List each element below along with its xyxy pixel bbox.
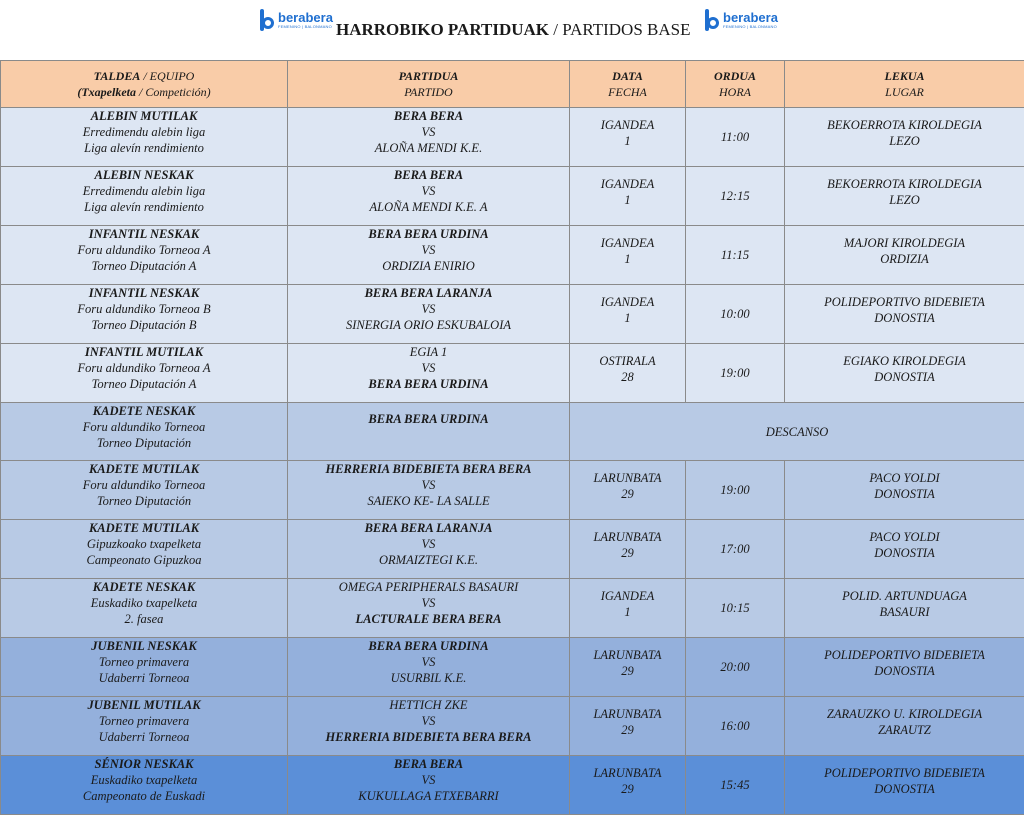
match-cell: BERA BERA URDINA VS USURBIL K.E. [288,638,570,697]
page-header [0,0,1024,60]
team-cell: SÉNIOR NESKAK Euskadiko txapelketa Campeonato de Euskadi [1,756,288,815]
column-header-place: LEKUA LUGAR [785,61,1024,108]
match-cell: BERA BERA LARANJA VS SINERGIA ORIO ESKUBALOIA [288,285,570,344]
date-cell: LARUNBATA 29 [570,756,686,815]
matches-table [0,60,1024,815]
place-cell: EGIAKO KIROLDEGIA DONOSTIA [785,344,1024,403]
time-cell: 10:15 [686,579,785,638]
team-cell: INFANTIL NESKAK Foru aldundiko Torneoa B Torneo Diputación B [1,285,288,344]
match-cell: BERA BERA URDINA VS ORDIZIA ENIRIO [288,226,570,285]
table-row [1,167,1024,226]
column-header-team: TALDEA / EQUIPO (Txapelketa / Competición) [1,61,288,108]
match-cell: HERRERIA BIDEBIETA BERA BERA VS SAIEKO KE- LA SALLE [288,461,570,520]
place-cell: BEKOERROTA KIROLDEGIA LEZO [785,167,1024,226]
match-cell: OMEGA PERIPHERALS BASAURI VS LACTURALE BERA BERA [288,579,570,638]
date-cell: LARUNBATA 29 [570,697,686,756]
team-cell: KADETE MUTILAK Foru aldundiko Torneoa Torneo Diputación [1,461,288,520]
time-cell: 10:00 [686,285,785,344]
table-header-row [1,61,1024,108]
place-cell: MAJORI KIROLDEGIA ORDIZIA [785,226,1024,285]
page-title [336,20,691,40]
match-cell: BERA BERA URDINA [288,403,570,461]
time-cell: 19:00 [686,461,785,520]
table-row [1,285,1024,344]
date-cell: OSTIRALA 28 [570,344,686,403]
match-cell: BERA BERA VS KUKULLAGA ETXEBARRI [288,756,570,815]
column-header-date: DATA FECHA [570,61,686,108]
match-cell: EGIA 1 VS BERA BERA URDINA [288,344,570,403]
logo-sub: FEMENINO | BALONMANO [278,24,333,30]
table-row [1,756,1024,815]
date-cell: IGANDEA 1 [570,579,686,638]
table-row [1,226,1024,285]
logo-sub: FEMENINO | BALONMANO [723,24,778,30]
time-cell: 19:00 [686,344,785,403]
place-cell: POLIDEPORTIVO BIDEBIETA DONOSTIA [785,285,1024,344]
time-cell: 11:00 [686,108,785,167]
team-cell: INFANTIL NESKAK Foru aldundiko Torneoa A Torneo Diputación A [1,226,288,285]
place-cell: ZARAUZKO U. KIROLDEGIA ZARAUTZ [785,697,1024,756]
berabera-logo-right [705,9,778,31]
date-cell: IGANDEA 1 [570,167,686,226]
team-cell: JUBENIL MUTILAK Torneo primavera Udaberri Torneoa [1,697,288,756]
berabera-logo-left [260,9,333,31]
team-cell: ALEBIN MUTILAK Erredimendu alebin liga Liga alevín rendimiento [1,108,288,167]
column-header-time: ORDUA HORA [686,61,785,108]
time-cell: 17:00 [686,520,785,579]
team-cell: ALEBIN NESKAK Erredimendu alebin liga Liga alevín rendimiento [1,167,288,226]
place-cell: POLIDEPORTIVO BIDEBIETA DONOSTIA [785,756,1024,815]
date-cell: LARUNBATA 29 [570,461,686,520]
time-cell: 11:15 [686,226,785,285]
table-row [1,461,1024,520]
table-row [1,108,1024,167]
table-row [1,520,1024,579]
place-cell: POLID. ARTUNDUAGA BASAURI [785,579,1024,638]
table-row [1,579,1024,638]
place-cell: BEKOERROTA KIROLDEGIA LEZO [785,108,1024,167]
title-basque: HARROBIKO PARTIDUAK [336,20,549,39]
team-cell: KADETE MUTILAK Gipuzkoako txapelketa Campeonato Gipuzkoa [1,520,288,579]
place-cell: PACO YOLDI DONOSTIA [785,461,1024,520]
berabera-logo-icon [705,9,721,31]
table-row [1,638,1024,697]
date-cell: IGANDEA 1 [570,285,686,344]
team-cell: JUBENIL NESKAK Torneo primavera Udaberri Torneoa [1,638,288,697]
title-separator: / [549,20,562,39]
table-row [1,403,1024,461]
match-cell: BERA BERA VS ALOÑA MENDI K.E. A [288,167,570,226]
time-cell: 20:00 [686,638,785,697]
match-cell: BERA BERA VS ALOÑA MENDI K.E. [288,108,570,167]
time-cell: 15:45 [686,756,785,815]
logo-name: berabera [278,11,333,24]
team-cell: INFANTIL MUTILAK Foru aldundiko Torneoa A Torneo Diputación A [1,344,288,403]
title-spanish: PARTIDOS BASE [562,20,690,39]
match-cell: BERA BERA LARANJA VS ORMAIZTEGI K.E. [288,520,570,579]
date-cell: LARUNBATA 29 [570,520,686,579]
time-cell: 16:00 [686,697,785,756]
date-cell: LARUNBATA 29 [570,638,686,697]
team-cell: KADETE NESKAK Euskadiko txapelketa 2. fasea [1,579,288,638]
berabera-logo-icon [260,9,276,31]
date-cell: IGANDEA 1 [570,108,686,167]
column-header-match: PARTIDUA PARTIDO [288,61,570,108]
date-cell: IGANDEA 1 [570,226,686,285]
time-cell: 12:15 [686,167,785,226]
match-cell: HETTICH ZKE VS HERRERIA BIDEBIETA BERA BERA [288,697,570,756]
team-cell: KADETE NESKAK Foru aldundiko Torneoa Torneo Diputación [1,403,288,461]
logo-name: berabera [723,11,778,24]
rest-cell: DESCANSO [570,403,1024,461]
place-cell: PACO YOLDI DONOSTIA [785,520,1024,579]
table-row [1,697,1024,756]
place-cell: POLIDEPORTIVO BIDEBIETA DONOSTIA [785,638,1024,697]
table-row [1,344,1024,403]
